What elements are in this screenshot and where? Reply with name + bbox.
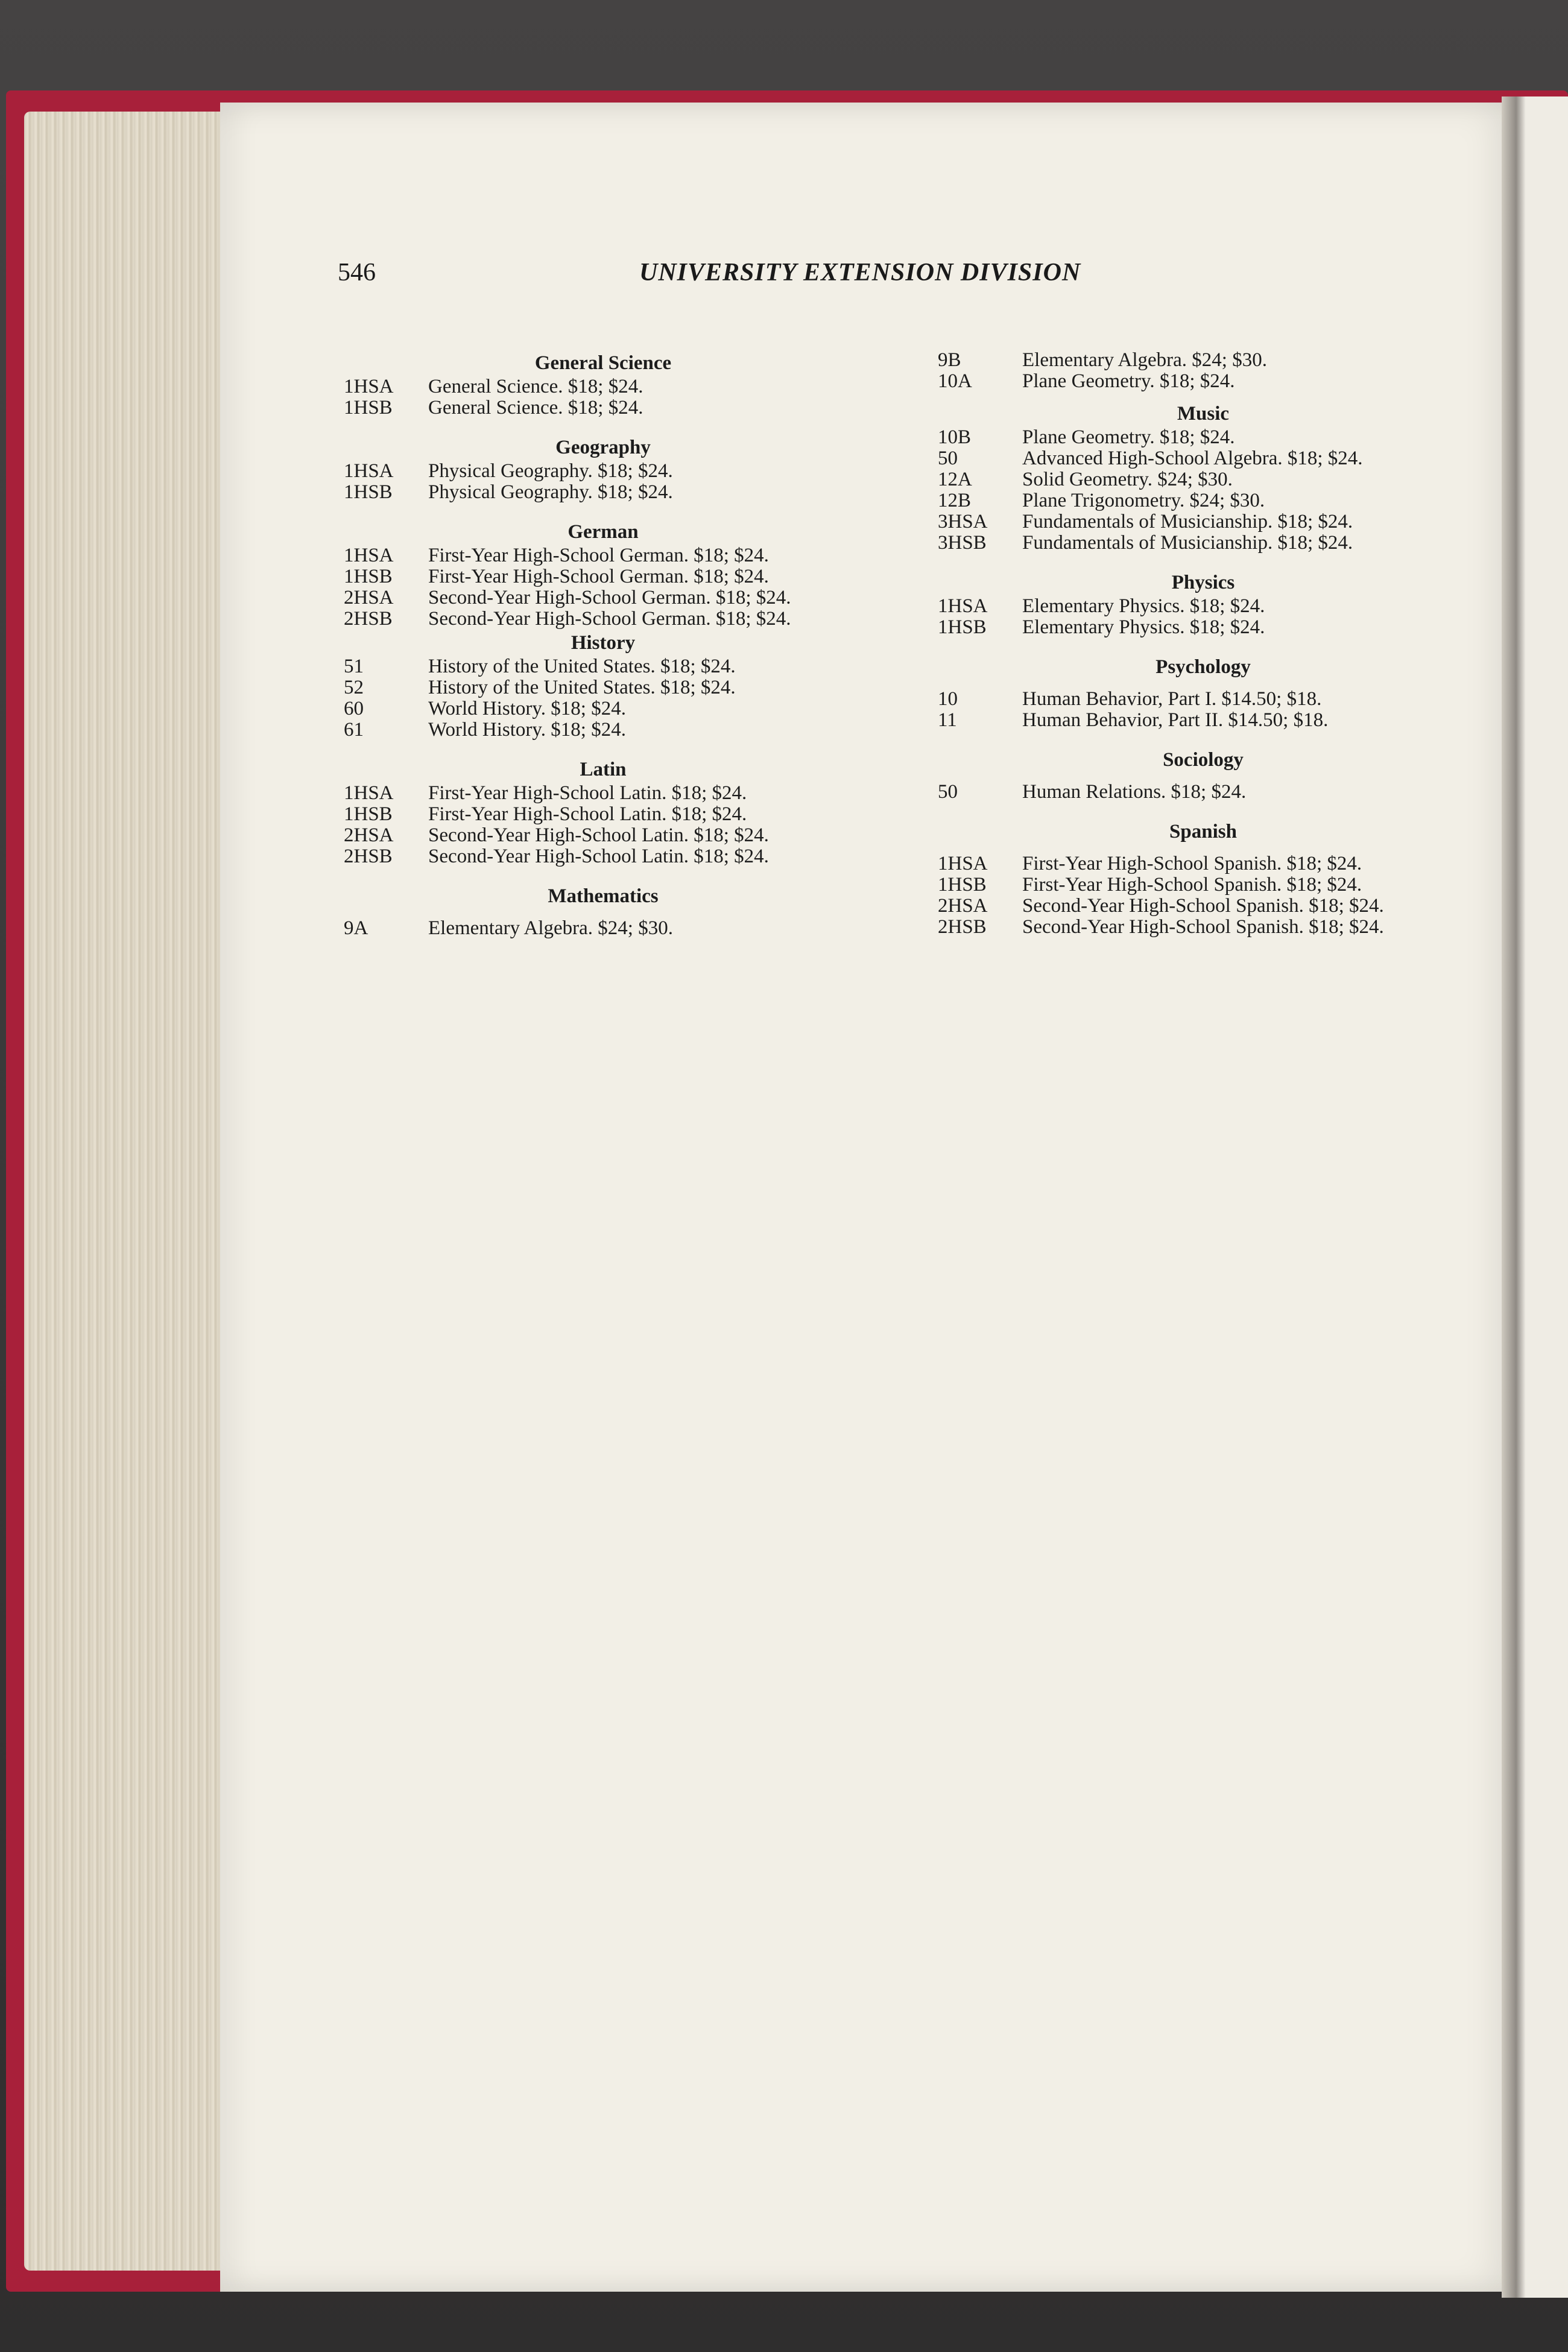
course-entry — [344, 566, 862, 587]
course-description: Physical Geography. $18; $24. — [428, 481, 673, 503]
course-code: 10 — [938, 688, 958, 710]
section-heading: Music — [1177, 403, 1230, 425]
course-code: 9B — [938, 349, 961, 371]
course-description: General Science. $18; $24. — [428, 376, 643, 397]
section-heading: General Science — [534, 352, 672, 374]
course-code: 1HSA — [938, 853, 988, 874]
section-spanish — [938, 818, 1468, 938]
course-description: General Science. $18; $24. — [428, 397, 643, 419]
course-code: 1HSB — [344, 566, 393, 587]
course-entry — [344, 482, 862, 503]
course-code: 52 — [344, 677, 364, 698]
course-entry — [938, 511, 1468, 533]
course-entry — [938, 917, 1468, 938]
course-code: 50 — [938, 781, 958, 803]
course-code: 9A — [344, 917, 368, 939]
course-description: Elementary Algebra. $24; $30. — [428, 917, 673, 939]
course-description: Second-Year High-School Spanish. $18; $24. — [1022, 895, 1384, 917]
course-entry — [344, 719, 862, 741]
course-description: Fundamentals of Musicianship. $18; $24. — [1022, 511, 1353, 533]
course-description: First-Year High-School Spanish. $18; $24. — [1022, 874, 1362, 896]
course-description: First-Year High-School Spanish. $18; $24. — [1022, 853, 1362, 874]
section-physics — [938, 569, 1468, 638]
course-code: 12A — [938, 469, 972, 490]
course-code: 10B — [938, 426, 972, 448]
course-code: 10A — [938, 370, 972, 392]
course-code: 50 — [938, 447, 958, 469]
course-entry — [344, 677, 862, 698]
course-description: Second-Year High-School Latin. $18; $24. — [428, 846, 769, 867]
course-description: Physical Geography. $18; $24. — [428, 460, 673, 482]
section-mathematics-continued — [938, 350, 1468, 392]
section-heading: Sociology — [1163, 749, 1244, 771]
course-entry — [938, 371, 1468, 392]
course-description: History of the United States. $18; $24. — [428, 656, 736, 677]
course-code: 3HSB — [938, 532, 987, 554]
course-entry — [344, 698, 862, 719]
course-code: 2HSB — [344, 608, 393, 630]
course-code: 61 — [344, 719, 364, 741]
course-entry — [938, 896, 1468, 917]
course-description: Fundamentals of Musicianship. $18; $24. — [1022, 532, 1353, 554]
course-code: 2HSA — [344, 587, 394, 609]
section-heading: Geography — [555, 437, 651, 458]
course-entry — [938, 689, 1468, 710]
course-code: 11 — [938, 709, 957, 731]
course-code: 2HSB — [938, 916, 987, 938]
course-entry — [344, 825, 862, 846]
facing-page-edge — [1526, 96, 1568, 2298]
course-code: 1HSB — [344, 481, 393, 503]
course-description: World History. $18; $24. — [428, 698, 626, 719]
course-description: Elementary Physics. $18; $24. — [1022, 595, 1265, 617]
course-description: Second-Year High-School Spanish. $18; $24. — [1022, 916, 1384, 938]
page-edges — [24, 112, 223, 2271]
course-description: History of the United States. $18; $24. — [428, 677, 736, 698]
section-history — [344, 630, 862, 741]
course-code: 1HSA — [344, 460, 394, 482]
course-code: 1HSA — [938, 595, 988, 617]
section-general-science — [344, 350, 862, 419]
course-code: 2HSB — [344, 846, 393, 867]
course-entry — [938, 617, 1468, 638]
course-description: First-Year High-School German. $18; $24. — [428, 545, 769, 566]
section-heading: Spanish — [1169, 821, 1237, 842]
section-geography — [344, 434, 862, 503]
course-entry — [938, 853, 1468, 874]
course-code: 1HSA — [344, 545, 394, 566]
section-heading: Physics — [1171, 572, 1235, 593]
course-description: First-Year High-School German. $18; $24. — [428, 566, 769, 587]
running-head: UNIVERSITY EXTENSION DIVISION — [639, 259, 1081, 286]
course-code: 2HSA — [938, 895, 988, 917]
course-description: Plane Geometry. $18; $24. — [1022, 426, 1235, 448]
course-description: First-Year High-School Latin. $18; $24. — [428, 782, 747, 804]
course-entry — [344, 545, 862, 566]
section-sociology — [938, 747, 1468, 803]
course-code: 1HSA — [344, 782, 394, 804]
course-code: 1HSB — [344, 397, 393, 419]
course-description: Second-Year High-School Latin. $18; $24. — [428, 824, 769, 846]
course-code: 51 — [344, 656, 364, 677]
course-code: 1HSB — [344, 803, 393, 825]
course-entry — [938, 874, 1468, 896]
course-code: 1HSA — [344, 376, 394, 397]
course-entry — [344, 461, 862, 482]
course-entry — [344, 918, 862, 939]
course-entry — [344, 609, 862, 630]
course-code: 12B — [938, 490, 972, 511]
section-mathematics — [344, 883, 862, 939]
course-code: 60 — [344, 698, 364, 719]
course-code: 3HSA — [938, 511, 988, 533]
section-psychology — [938, 654, 1468, 731]
course-entry — [344, 397, 862, 419]
book-gutter — [1502, 96, 1526, 2298]
course-code: 1HSB — [938, 874, 987, 896]
course-entry — [938, 448, 1468, 469]
course-description: Solid Geometry. $24; $30. — [1022, 469, 1233, 490]
section-heading: Latin — [580, 759, 627, 780]
section-heading: German — [567, 521, 639, 543]
left-column — [344, 350, 862, 939]
course-description: Advanced High-School Algebra. $18; $24. — [1022, 447, 1363, 469]
course-entry — [938, 469, 1468, 490]
course-code: 2HSA — [344, 824, 394, 846]
section-latin — [344, 756, 862, 867]
course-entry — [344, 656, 862, 677]
course-description: Plane Geometry. $18; $24. — [1022, 370, 1235, 392]
right-column — [938, 350, 1468, 938]
course-description: Human Behavior, Part II. $14.50; $18. — [1022, 709, 1329, 731]
course-description: Elementary Algebra. $24; $30. — [1022, 349, 1267, 371]
section-heading: Mathematics — [548, 885, 659, 907]
course-entry — [344, 783, 862, 804]
page-header — [338, 253, 1146, 296]
course-entry — [938, 350, 1468, 371]
section-heading: History — [571, 632, 636, 654]
course-description: Human Relations. $18; $24. — [1022, 781, 1247, 803]
course-code: 1HSB — [938, 616, 987, 638]
course-entry — [344, 376, 862, 397]
course-description: First-Year High-School Latin. $18; $24. — [428, 803, 747, 825]
course-description: Second-Year High-School German. $18; $24. — [428, 608, 791, 630]
course-entry — [344, 587, 862, 609]
course-description: Plane Trigonometry. $24; $30. — [1022, 490, 1265, 511]
course-entry — [938, 782, 1468, 803]
course-entry — [938, 596, 1468, 617]
course-entry — [938, 427, 1468, 448]
course-entry — [344, 804, 862, 825]
course-description: Elementary Physics. $18; $24. — [1022, 616, 1265, 638]
course-entry — [938, 710, 1468, 731]
course-entry — [938, 533, 1468, 554]
course-description: Second-Year High-School German. $18; $24. — [428, 587, 791, 609]
course-description: Human Behavior, Part I. $14.50; $18. — [1022, 688, 1322, 710]
section-music — [938, 400, 1468, 554]
course-entry — [938, 490, 1468, 511]
section-heading: Psychology — [1155, 656, 1251, 678]
course-entry — [344, 846, 862, 867]
section-german — [344, 519, 862, 630]
course-description: World History. $18; $24. — [428, 719, 626, 741]
page-number: 546 — [338, 259, 376, 286]
